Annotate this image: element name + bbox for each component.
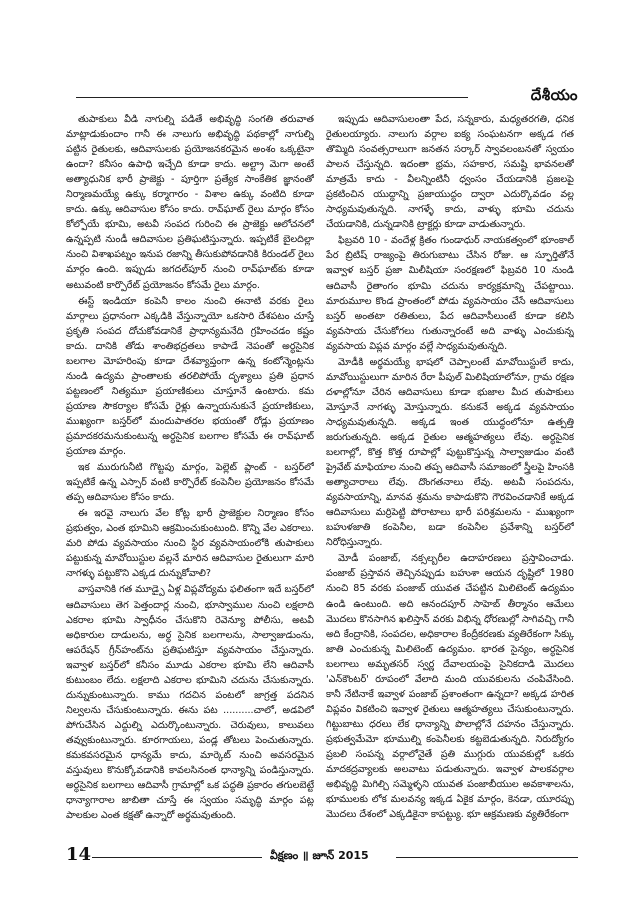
paragraph: ఈ ఇరవై నాలుగు వేల కోట్ల భారీ ప్రాజెక్టుల నిర్మాణం కోసం ప్రభుత్వం, ఎంత భూమిని ఆక్రమించుకుంటుంది. కొన్ని వేల ఎకరాలు. మరి పోడు వ్యవసాయం నుంచి స్థిర వ్యవసాయంలోకి తుపాకులు పట్టుకున్న మావోయిస్టుల వల్లనే మారిన ఆదివాసుల రైతులుగా మారి నాగళ్ళు పట్టుకొని ఎక్కడ దున్నుకోవాలి? <box>66 508 314 580</box>
page-footer <box>66 846 578 868</box>
footer-rule-left <box>92 857 262 858</box>
paragraph: మోడీ పంజాబ్, నక్సల్బరీల ఉదాహరణలు ప్రస్తావించాడు. పంజాబ్ ప్రస్తావన తెచ్చినప్పుడు బహుశా ఆయన దృష్టిలో 1980 నుంచి 85 వరకు పంజాబ్ యువత చేపట్టిన మిలిటెంట్ ఉద్యమం ఉండి ఉంటుంది. అది ఆనందపూర్ సాహెబ్ తీర్మానం ఆమేలు మొదలు కొనసాగిన ఖలిస్తాన్ వరకు విభిన్న ధోరణుల్లో సాగివచ్చి గానీ అది కేంద్రానికి, సంపదల, అధికారాల కేంద్రీకరణకు వ్యతిరేకంగా సిక్కు జాతి ఎంచుకున్న మిలిటెంట్ ఉద్యమం. భారత సైన్యం, అర్ధసైనిక బలగాలు అమృతసర్ స్వర్ణ దేవాలయంపై సైనికదాడి మొదలు 'ఎన్‌కౌంటర్' రూపంలో వేలాది మంది యువకులను చంపివేసింది. కానీ నేటినాకే ఇవ్వాళ పంజాబ్ ప్రశాంతంగా ఉన్నదా? అక్కడ హరిత విప్లవం వికటించి ఇవ్వాళ రైతులు ఆత్మహత్యలు చేసుకుంటున్నారు. గిట్టుబాటు ధరలు లేక ధాన్యాన్ని పొలాల్లోనే దహనం చేస్తున్నారు. ప్రభుత్వమేమో భూముల్ని కంపెనీలకు కట్టబెడుతున్నది. నిరుద్యోగం ప్రబలి సంపన్న వర్గాలోనైతే ప్రతి ముగ్గురు యువకుల్లో ఒకరు మాదకద్రవ్యాలకు అలవాటు పడుతున్నారు. ఇవ్వాళ పాలకవర్గాల అభివృద్ధి మిగిల్చి సమ్మెళ్ళని యువత పంజాబీయుల అవకాశాలను, భూములకు లోక మలవన్య ఇక్కడ ఏకైక మార్గం, కెనడా, యూరప్పు మొదలు దేశంలో ఎక్కడికైనా కాపట్ట్యు. భూ ఆక్రమణకు వ్యతిరేకంగా <box>326 553 574 821</box>
paragraph: ఈస్ట్ ఇండియా కంపెనీ కాలం నుంచి ఈనాటి వరకు రైలు మార్గాలు ప్రధానంగా ఎక్కడికి వేస్తున్నాయో ఒకసారి దేశపటం చూస్తే ప్రకృతి సంపద దోచుకోవడానికే ప్రాధాన్యమనేది గ్రహించడం కష్టం కాదు. దానికి తోడు శాంతిభద్రతలు కాపాడే నెపంతో అర్ధసైనిక బలగాల మోహరింపు కూడా దేశవ్యాప్తంగా ఉన్న కంటోన్మెంట్లను నుండి ఉద్యమ ప్రాంతాలకు తరలిపోయే దృశ్యాలు ప్రతి ప్రధాన పట్టణంలో నిత్యమూ ప్రయాణికులు చూస్తూనే ఉంటారు. కమ ప్రయాణ సౌకర్యాల కోసమే రైళ్లు ఉన్నాయనుకునే ప్రయాణికులు, ముఖ్యంగా బస్తర్‌లో మందుపాతరల భయంతో రోడ్లు ప్రయాణం ప్రమాదకరమనుకుంటున్న అర్ధసైనిక బలగాల కోసమే ఈ రావ్‌ఘాట్ ప్రయాణ మార్గం. <box>66 295 314 458</box>
page-number: 14 <box>66 844 92 865</box>
paragraph: ఇప్పుడు ఆదివాసులంతా పేద, సన్నకారు, మధ్యతరగతి, ధనిక రైతులయ్యారు. నాలుగు వర్గాల ఐక్య సంఘటనగా అక్కడ గత తొమ్మిది సంవత్సరాలుగా జనతన సర్కార్ స్వావలంబనతో స్వయం పాలన చేస్తున్నది. ఇదంతా భ్రమ, సహకార, సమష్టి భావనలతో మాత్రమే కాదు - వీలన్నింటినీ ధ్వంసం చేయడానికి ప్రజలపై ప్రకటించిన యుద్ధాన్ని ప్రజాయుద్ధం ద్వారా ఎదుర్కొవడం వల్ల సాధ్యమవుతున్నది. నాగళ్ళే కాదు, వాళ్ళు భూమి చదును చేయడానికి, దున్నడానికి ట్రాక్టర్లు కూడా వాడుతున్నారు. <box>326 114 574 231</box>
section-title: దేశీయం <box>530 86 578 104</box>
paragraph: మోడీకి అర్థమయ్యే భాషలో చెప్పాలంటే మావోయిస్టులే కాదు, మావోయిస్టులుగా మారిన రేరా పీపుల్ మిలిషియాలోనూ, గ్రామ రక్షణ దళాల్లోనూ చేరిన ఆదివాసులు కూడా భుజాల మీద తుపాకులు మోస్తూనే నాగళ్ళు మోస్తున్నారు. కనుకనే అక్కడ వ్యవసాయం సాధ్యమవుతున్నది. అక్కడ ఇంత యుద్ధంలోనూ ఉత్పత్తి జరుగుతున్నది. అక్కడ రైతుల ఆత్మహత్యలు లేవు. అర్ధసైనిక బలగాల్లో, కొత్త కొత్త రూపాల్లో పుట్టుకొస్తున్న సాల్వాజుడుం వంటి ప్రైవేట్ మాఫియాల నుంచి తప్ప ఆదివాసీ సమాజంలో స్త్రీలపై హింసకి అత్యాచారాలు లేవు. దొంగతనాలు లేవు. అటవీ సంపదను, వ్యవసాయాన్ని, మానవ శ్రమను కాపాడుకొని గౌరవించడానికే అక్కడ ఆదివాసులు మర్రిపెట్టి పోరాటాలు భారీ పరిశ్రమలను - ముఖ్యంగా బహుళజాతి కంపెనీల, బడా కంపెనీల ప్రవేశాన్ని బస్తర్‌లో నిరోధిస్తున్నారు. <box>326 356 574 549</box>
paragraph: ఫిబ్రవరి 10 - వందేళ్ల క్రితం గుండాధుర్ నాయకత్వంలో భూంకాల్ పేర బ్రిటిష్ రాజ్యంపై తిరుగుబాటు చేసిన రోజు. ఆ స్ఫూర్తితోనే ఇవ్వాళ బస్తర్ ప్రజా మిలీషియా సంరక్షణలో ఫిబ్రవరి 10 నుండి ఆదివాసీ రైతాంగం భూమి చదును కార్యక్రమాన్ని చేపట్టాయి. మారుమూల కొండ ప్రాంతంలో పోడు వ్యవసాయం చేసే ఆదివాసులు బస్తర్ అంతటా రతితులు, పేద ఆదివాసీలుంటే కూడా కలిసి వ్యవసాయ చేసుకోగలు గుతున్నారంటే అది వాళ్ళు ఎంచుకున్న వ్యవసాయ విప్లవ మార్గం వల్లే సాధ్యమవుతున్నది. <box>326 235 574 352</box>
header-rule <box>76 97 468 98</box>
right-column <box>326 112 574 840</box>
issue-label: వీక్షణం ॥ జూన్ 2015 <box>270 849 369 862</box>
paragraph: తుపాకులు వీడి నాగుల్ని పడితే అభివృద్ధి సంగతి తరువాత మాట్లాడుకుందాం గానీ ఈ నాలుగు అభివృద్ధి పథకాల్లో నాగుల్ని పట్టిన రైతులకు, ఆదివాసులకు ప్రయోజనకరమైన అంశం ఒక్కటైనా ఉందా? కనీసం ఉపాధి ఇచ్చేది కూడా కాదు. అల్ట్రా మెగా అంటే అత్యాధునిక భారీ ప్రాజెక్టు - పూర్తిగా ప్రత్యేక సాంకేతిక జ్ఞానంతో నిర్మాణమయ్యే ఉక్కు కర్మాగారం - విశాల ఉక్కు వంటిది కూడా కాదు. ఉక్కు ఆదివాసుల కోసం కాదు. రావ్‌ఘాట్ రైలు మార్గం కోసం కోల్పోయే భూమి, అటవీ సంపద గురించి ఈ ప్రాజెక్టు ఆలోచనలో ఉన్నప్పటి నుండీ ఆదివాసుల ప్రతిఘటిస్తున్నారు. ఇప్పటికే బైలదిల్లా నుంచి విశాఖపట్నం ఇనుప రజాన్ని తీసుకుపోవడానికి కిరుండల్ రైలు మార్గం ఉంది. ఇప్పుడు జగదల్‌పూర్ నుంచి రావ్‌ఘాట్‌కు కూడా అటువంటి కార్పొరేట్ ప్రయోజనం కోసమే రైలు మార్గం. <box>66 114 314 291</box>
paragraph: ఇక మురుగునీటి గొట్టపు మార్గం, పెల్లెట్ ప్లాంట్ - బస్తర్‌లో ఇప్పటికే ఉన్న ఎస్సార్ వంటి కార్పొరేట్ కంపెనీల ప్రయోజనం కోసమే తప్ప ఆదివాసుల కోసం కాదు. <box>66 462 314 504</box>
paragraph: వాస్తవానికి గత మూడ్పై ఏళ్ల విప్లవోద్యమ ఫలితంగా ఇదే బస్తర్‌లో ఆదివాసులు తెగ పెత్తందార్ల నుంచి, భూస్వాముల నుంచి లక్షలాది ఎకరాల భూమి స్వాధీనం చేసుకొని రెవెన్యూ పోలీసు, అటవీ అధికారుల దాడులను, అర్ధ సైనిక బలగాలను, సాల్వాజుడుంను, ఆపరేషన్ గ్రీన్‌హంట్‌ను ప్రతిఘటిస్తూ వ్యవసాయం చేస్తున్నారు. ఇవ్వాళ బస్తర్‌లో కనీసం మూడు ఎకరాల భూమి లేని ఆదివాసీ కుటుంబం లేదు. లక్షలాది ఎకరాల భూమిని చదును చేసుకున్నారు. దున్నుకుంటున్నారు. కాము గదచిన పంటలో జాగ్రత్త పదనిన నిల్వలను చేసుకుంటున్నారు. ఈను పట ..........చాలో, అడవిలో పోగుచేసిన ఎద్దుల్ని ఎదుర్కొంటున్నారు. చెరువులు, కాలువలు తవ్వుకుంటున్నారు. కూరగాయలు, పండ్ల తోటలు పెంచుతున్నారు. కమకవసరమైన ధాన్యమే కాదు, మార్కెట్ నుంచి అవసరమైన వస్తువులు కొనుక్కోవడానికి కావలసినంత ధాన్యాన్ని పండిస్తున్నారు. అర్ధసైనిక బలగాలు ఆదివాసీ గ్రామాల్లో ఒక పద్ధతి ప్రకారం తగులబెట్టే ధాన్యాగారాల జాబితా చూస్తే ఈ స్వయం సమృద్ధి మార్గం పట్ల పాలకుల ఎంత కక్షతో ఉన్నారో అర్థమవుతుంది. <box>66 584 314 822</box>
footer-rule-right <box>396 857 578 858</box>
article-body <box>66 112 574 840</box>
left-column <box>66 112 314 840</box>
page-header <box>76 86 578 108</box>
